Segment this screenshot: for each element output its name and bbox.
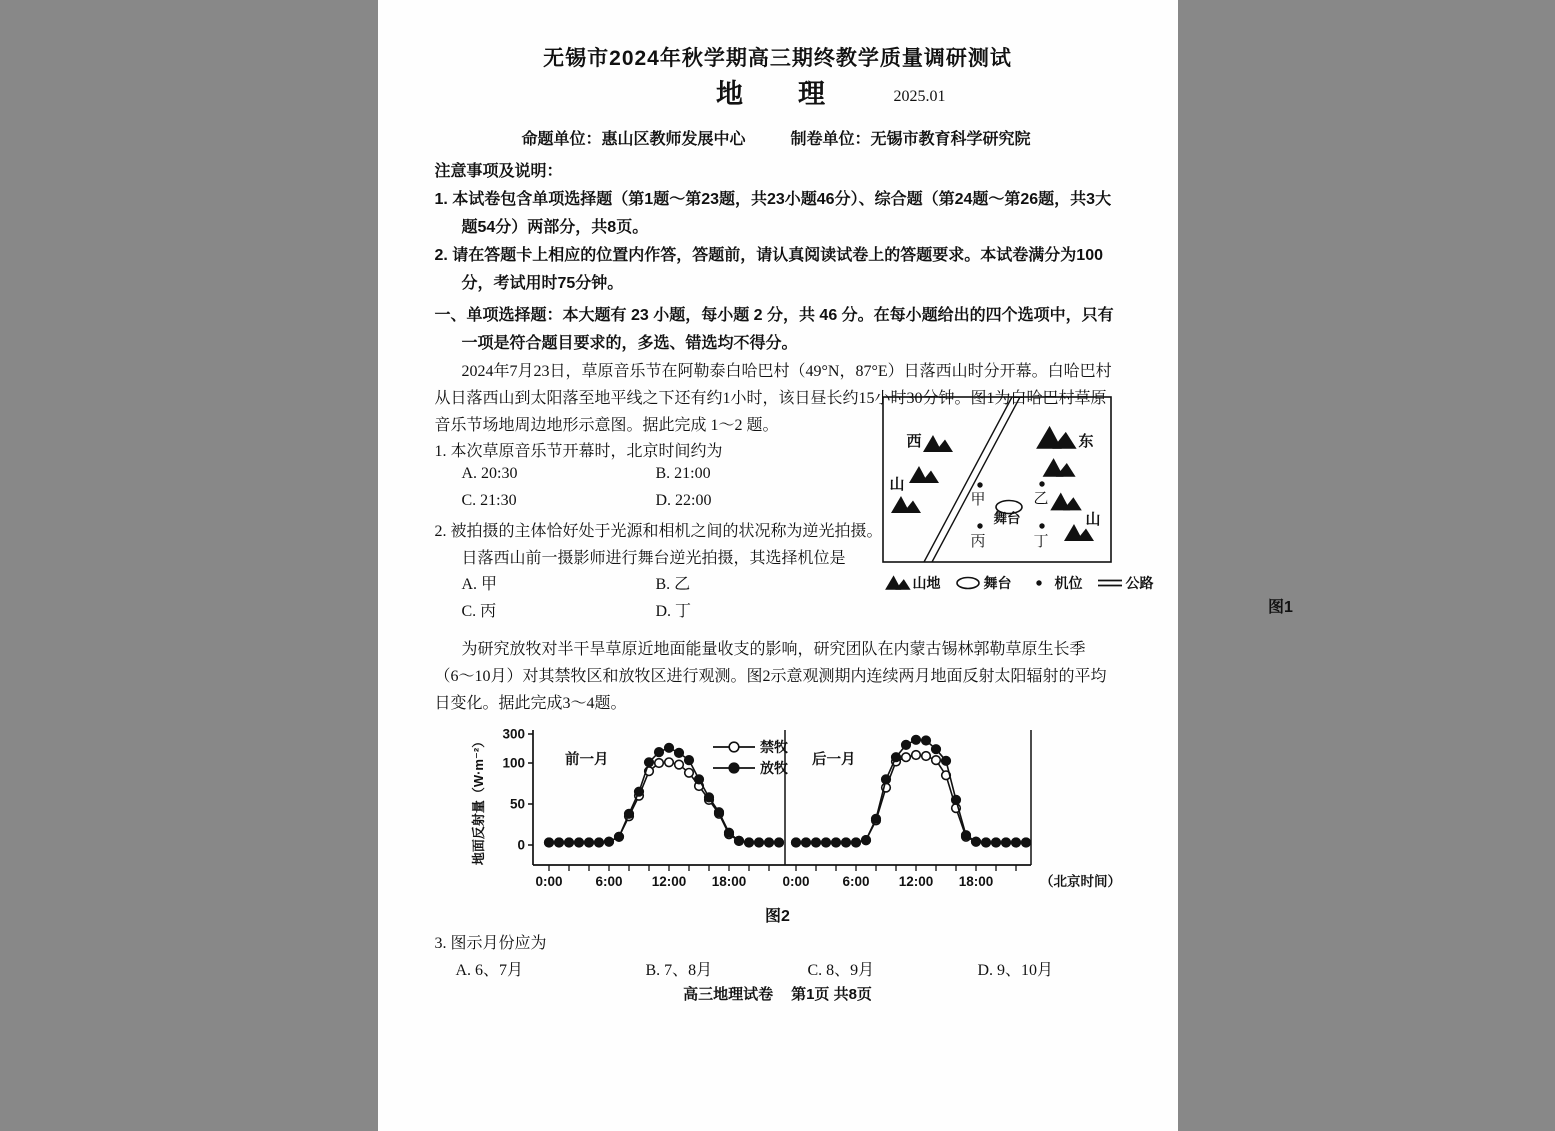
y-tick-label: 300 [501,726,525,742]
map-legend-label: 机位 [1054,575,1083,591]
mountain-pair [909,466,939,483]
x-tick-label: 0:00 [781,874,810,889]
section-header-line: 一、单项选择题：本大题有 23 小题，每小题 2 分，共 46 分。在每小题给出的四个选项中，只有 [434,307,1114,324]
map-direction-label: 东 [1077,434,1094,450]
x-tick-label: 12:00 [651,874,686,889]
camera-label: 乙 [1032,491,1049,507]
notice-line: 题54分）两部分，共8页。 [461,219,649,236]
x-axis-suffix: （北京时间） [1039,874,1121,889]
footer-page-number: 第1页 共8页 [791,986,872,1003]
x-tick-label: 6:00 [594,874,623,889]
figure2-chart [470,716,1135,903]
question1-text: 1. 本次草原音乐节开幕时，北京时间约为 [434,443,723,460]
question1-option-a: A. 20:30 [461,465,518,482]
passage1-line: 音乐节场地周边地形示意图。据此完成 1～2 题。 [434,417,779,434]
question2-line: 日落西山前一摄影师进行舞台逆光拍摄，其选择机位是 [461,550,846,567]
question1-option-b: B. 21:00 [655,465,711,482]
question2-option-d: D. 丁 [655,603,692,620]
question1-option-d: D. 22:00 [655,492,712,509]
map-legend-item [954,573,1012,593]
camera-label: 丙 [969,534,986,550]
mountain-pair [891,496,921,513]
notice-heading: 注意事项及说明： [434,163,563,180]
setter-unit: 命题单位：惠山区教师发展中心 [521,131,746,148]
x-tick-label: 0:00 [534,874,563,889]
legend-marker-放牧 [729,763,739,773]
map-legend-item [1096,573,1154,593]
page-title: 无锡市2024年秋学期高三期终教学质量调研测试 [543,47,1012,70]
exam-page [378,0,1293,1131]
y-tick-label: 0 [516,837,525,853]
map-direction-label: 西 [905,434,922,450]
panel-label: 后一月 [811,752,855,768]
passage2-line: 为研究放牧对半干旱草原近地面能量收支的影响，研究团队在内蒙古锡林郭勒草原生长季 [461,641,1086,658]
question2-option-a: A. 甲 [461,576,498,593]
map-legend-label: 山地 [912,575,941,591]
footer-exam-name: 高三地理试卷 [683,986,774,1003]
figure1-map [881,396,1293,617]
camera-dot [977,523,982,528]
dot-icon [1025,575,1053,591]
x-tick-label: 6:00 [841,874,870,889]
x-tick-label: 12:00 [898,874,933,889]
figure2-caption: 图2 [765,908,790,925]
panel-label: 前一月 [564,752,608,768]
legend-marker-禁牧 [729,742,739,752]
camera-label: 丁 [1032,534,1049,550]
producer-unit: 制卷单位：无锡市教育科学研究院 [790,131,1031,148]
camera-dot [977,482,982,487]
camera-dot [1039,481,1044,486]
stage-icon [954,575,982,591]
map-legend-label: 公路 [1125,575,1154,591]
road-icon [1096,575,1124,591]
question3-option-d: D. 9、10月 [977,962,1054,979]
legend-label: 放牧 [759,760,788,776]
question2-line: 2. 被拍摄的主体恰好处于光源和相机之间的状况称为逆光拍摄。 [434,523,883,540]
mountain-icon [883,575,911,591]
passage1-line: 2024年7月23日，草原音乐节在阿勒泰白哈巴村（49°N，87°E）日落西山时分开幕。白哈巴村 [461,363,1112,380]
figure1-svg [881,396,1121,566]
series-markers-禁牧 [544,758,783,847]
map-legend-label: 舞台 [983,575,1012,591]
question3-text: 3. 图示月份应为 [434,935,547,952]
camera-label: 甲 [969,492,986,508]
question3-option-b: B. 7、8月 [645,962,713,979]
road-line [924,397,1012,562]
notice-line: 1. 本试卷包含单项选择题（第1题～第23题，共23小题46分）、综合题（第24题～第26题，共3大 [434,191,1112,208]
question3-option-a: A. 6、7月 [455,962,524,979]
x-tick-label: 18:00 [958,874,993,889]
question2-option-c: C. 丙 [461,603,497,620]
x-tick-label: 18:00 [711,874,746,889]
passage1-line: 从日落西山到太阳落至地平线之下还有约1小时，该日昼长约15小时30分钟。图1为白哈巴村草原 [434,390,1107,407]
subject-title: 地 理 [716,79,839,109]
map-direction-label: 山 [1084,512,1101,528]
mountain-pair [1036,426,1077,449]
figure1-legend [881,573,1154,593]
map-legend-item [1025,573,1083,593]
exam-date: 2025.01 [893,88,946,105]
passage2-line: 日变化。据此完成3～4题。 [434,695,627,712]
series-line-禁牧 [796,755,1026,843]
mountain-pair [923,435,953,452]
page-footer [378,983,1178,1004]
passage2-line: （6～10月）对其禁牧区和放牧区进行观测。图2示意观测期内连续两月地面反射太阳辐射的平均 [434,668,1107,685]
question2-option-b: B. 乙 [655,576,691,593]
mountain-pair [1050,493,1082,511]
y-tick-label: 100 [501,755,525,771]
question1-option-c: C. 21:30 [461,492,517,509]
series-line-禁牧 [549,762,779,842]
notice-line: 分，考试用时75分钟。 [461,275,624,292]
figure1-caption: 图1 [1268,599,1293,616]
y-tick-label: 50 [509,796,525,812]
y-axis-title: 地面反射量（W·m⁻²） [470,734,486,866]
camera-dot [1039,523,1044,528]
stage-label: 舞台 [993,511,1020,526]
map-legend-item [883,573,941,593]
figure2-svg [470,716,1135,898]
legend-label: 禁牧 [759,739,788,755]
notice-line: 2. 请在答题卡上相应的位置内作答，答题前，请认真阅读试卷上的答题要求。本试卷满分为100 [434,247,1103,264]
section-header-line: 一项是符合题目要求的，多选、错选均不得分。 [461,335,798,352]
map-direction-label: 山 [888,477,905,493]
mountain-pair [1042,458,1075,477]
question3-option-c: C. 8、9月 [807,962,875,979]
